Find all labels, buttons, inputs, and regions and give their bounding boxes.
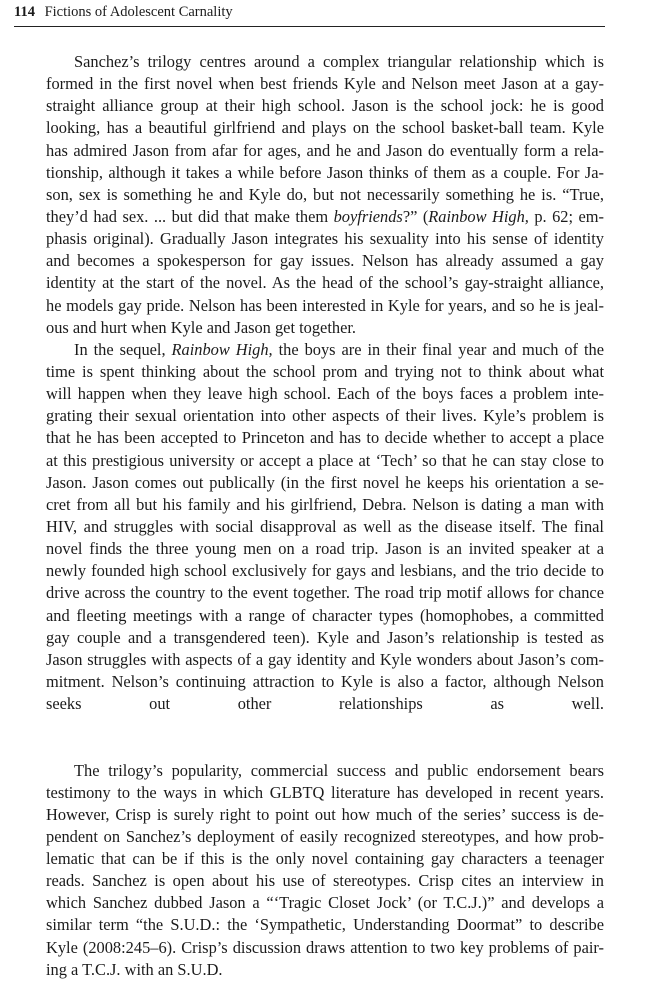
page-number: 114 <box>14 4 35 20</box>
text-line: The trilogy’s popularity, commercial success and public endorsement bears <box>74 760 604 780</box>
text-line: similar term “the S.U.D.: the ‘Sympathetic, Understanding Doormat” to describe <box>46 915 604 935</box>
running-title: Fictions of Adolescent Carnality <box>44 4 233 20</box>
text-run: p. 62; em- <box>528 206 604 226</box>
text-line: Sanchez’s trilogy centres around a complex triangular relationship which is <box>74 52 604 71</box>
text-line: Kyle (2008:245–6). Crisp’s discussion draws attention to two key problems of pair- <box>46 937 604 957</box>
text-line <box>46 715 604 737</box>
text-line: lematic that can be if this is the only novel containing gay characters a teenager <box>46 849 604 869</box>
paragraph-1 <box>46 51 604 339</box>
text-line: phasis original). Gradually Jason integrates his sexuality into his sense of identity <box>46 229 604 249</box>
text-line-mixed <box>46 206 604 228</box>
text-line: and fleeting meetings with a range of character types (homophobes, a committed <box>46 605 604 625</box>
text-line: has admired Jason from afar for ages, and he and Jason do eventually form a rela- <box>46 140 604 160</box>
text-line: identity at the start of the novel. As the head of the school’s gay-straight alliance, <box>46 273 604 293</box>
text-line: reads. Sanchez is open about his use of stereotypes. Crisp cites an interview in <box>46 871 604 891</box>
text-line: pendent on Sanchez’s deployment of easily recognized stereotypes, and how prob- <box>46 826 604 846</box>
text-line: mitment. Nelson’s continuing attraction to Kyle is also a factor, although Nelson <box>46 671 604 691</box>
book-title-rainbow-high: Rainbow High, <box>171 339 273 359</box>
text-run: In the sequel, <box>74 339 172 359</box>
text-line: and becomes a spokesperson for gay issues. Nelson has already assumed a gay <box>46 251 604 271</box>
text-line: HIV, and struggles with social disapproval as well as the disease itself. The final <box>46 516 604 536</box>
text-run: the boys are in their final year and much of the <box>272 339 604 359</box>
body-text <box>46 51 604 981</box>
text-line: at this prestigious university or accept a place at ‘Tech’ so that he can stay close to <box>46 450 604 470</box>
text-line: gay couple and a transgendered teen). Kyle and Jason’s relationship is tested as <box>46 627 604 647</box>
text-line: novel finds the three young men on a road trip. Jason is an invited speaker at a <box>46 539 604 559</box>
text-line: looking, has a beautiful girlfriend and plays on the school basket-ball team. Kyle <box>46 118 604 138</box>
text-line: will happen when they leave high school. Each of the boys faces a problem inte- <box>46 384 604 404</box>
text-line: time is spent thinking about the school prom and trying not to think about what <box>46 361 604 381</box>
text-line: grating their sexual orientation into other aspects of their lives. Kyle’s problem is <box>46 406 604 426</box>
text-line: newly founded high school exclusively for gays and lesbians, and the trio decide to <box>46 561 604 581</box>
text-line: Jason struggles with aspects of a gay identity and Kyle wonders about Jason’s com- <box>46 649 604 669</box>
text-line: tionship, although it takes a while before Jason thinks of them as a couple. For Ja- <box>46 162 604 182</box>
text-line: ous and hurt when Kyle and Jason get together. <box>46 317 356 337</box>
text-line: Jason. Jason comes out publically (in the first novel he keeps his orientation a se- <box>46 472 604 492</box>
text-line: drive across the country to the event together. The road trip motif allows for chance <box>46 583 604 603</box>
text-line: testimony to the ways in which GLBTQ literature has developed in recent years. <box>46 782 604 802</box>
text-run: they’d had sex. ... but did that make them <box>46 206 334 226</box>
text-line: seeks out other relationships as well. <box>46 694 604 714</box>
text-line: that he has been accepted to Princeton and has to decide whether to accept a place <box>46 428 604 448</box>
paragraph-2 <box>46 339 604 760</box>
text-line: ing a T.C.J. with an S.U.D. <box>46 959 223 979</box>
text-line: son, sex is something he and Kyle do, but not necessarily something he is. “True, <box>46 184 604 204</box>
text-line: formed in the first novel when best friends Kyle and Nelson meet Jason at a gay- <box>46 74 604 94</box>
text-line: he models gay pride. Nelson has been interested in Kyle for years, and so he is jeal- <box>46 295 604 315</box>
header-rule <box>14 26 605 27</box>
text-run: ?” ( <box>402 206 429 226</box>
text-line: cret from all but his family and his girlfriend, Debra. Nelson is dating a man with <box>46 494 604 514</box>
text-line-mixed <box>46 339 604 361</box>
running-head <box>14 2 604 26</box>
text-line: However, Crisp is surely right to point out how much of the series’ success is de- <box>46 804 604 824</box>
book-title-rainbow-high: Rainbow High, <box>428 206 529 226</box>
text-line: which Sanchez dubbed Jason a “‘Tragic Closet Jock’ (or T.C.J.)” and develops a <box>46 893 604 913</box>
paragraph-3 <box>46 760 604 981</box>
emphasis-boyfriends: boyfriends <box>333 206 403 226</box>
text-line: straight alliance group at their high school. Jason is the school jock: he is good <box>46 96 604 116</box>
text-line <box>46 737 604 759</box>
